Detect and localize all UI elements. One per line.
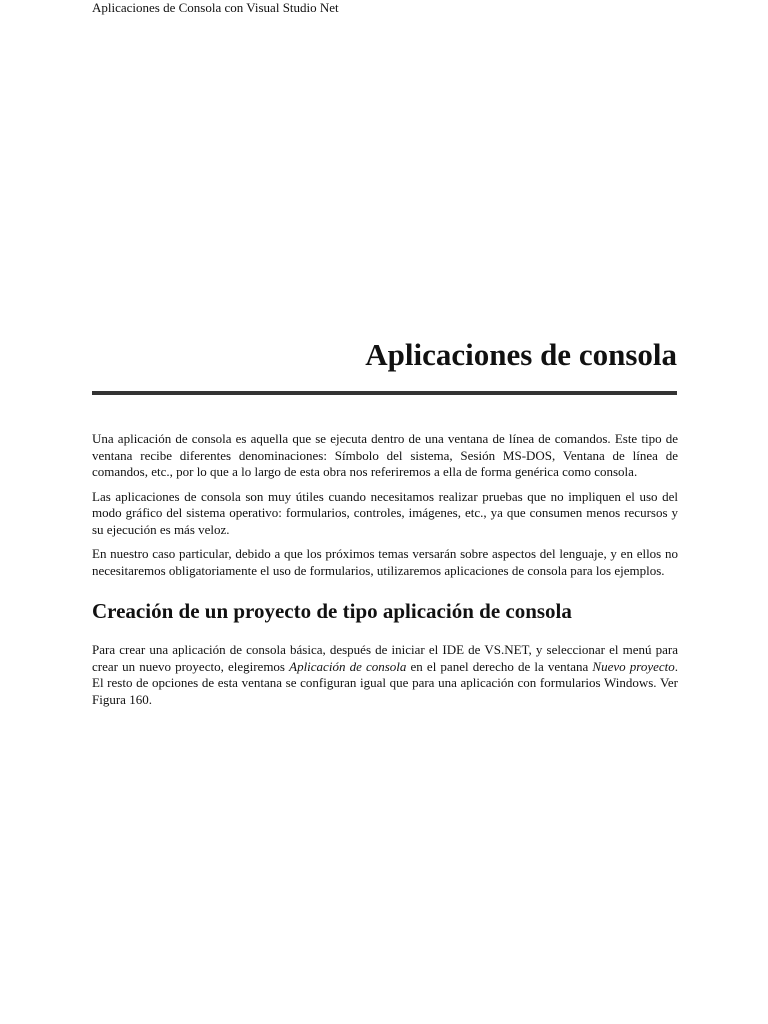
chapter-title: Aplicaciones de consola	[365, 337, 677, 372]
section-heading: Creación de un proyecto de tipo aplicación de consola	[92, 599, 572, 623]
intro-paragraph-1: Una aplicación de consola es aquella que se ejecuta dentro de una ventana de línea de comandos. Este tipo de ventana recibe diferentes denominaciones: Símbolo del sistema, Sesión MS-DOS, Ventana de línea de comandos, etc., por lo que a lo largo de esta obra nos referiremos a ella de forma genérica como consola.	[92, 431, 678, 479]
chapter-title-rule	[92, 391, 677, 395]
emphasis-aplicacion-de-consola: Aplicación de consola	[289, 658, 407, 674]
intro-paragraph-2: Las aplicaciones de consola son muy útiles cuando necesitamos realizar pruebas que no impliquen el uso del modo gráfico del sistema operativo: formularios, controles, imágenes, etc., ya que consumen menos recursos y su ejecución es más veloz.	[92, 488, 678, 537]
section-paragraph-text-1: Para crear una aplicación de consola básica, después de iniciar el IDE de VS.NET, y seleccionar el menú para crear un nuevo proyecto, elegiremos	[92, 642, 678, 674]
section-paragraph	[92, 642, 678, 708]
section-paragraph-text-2: en el panel derecho de la ventana	[406, 658, 593, 674]
section-paragraph-text-3: . El resto de opciones de esta ventana se configuran igual que para una aplicación con formularios Windows. Ver Figura 160.	[92, 658, 678, 707]
body-text	[92, 431, 678, 716]
intro-paragraph-3: En nuestro caso particular, debido a que los próximos temas versarán sobre aspectos del lenguaje, y en ellos no necesitaremos obligatoriamente el uso de formularios, utilizaremos aplicaciones de consola para los ejemplos.	[92, 546, 678, 578]
emphasis-nuevo-proyecto: Nuevo proyecto	[592, 658, 675, 674]
running-header: Aplicaciones de Consola con Visual Studio Net	[92, 0, 339, 15]
